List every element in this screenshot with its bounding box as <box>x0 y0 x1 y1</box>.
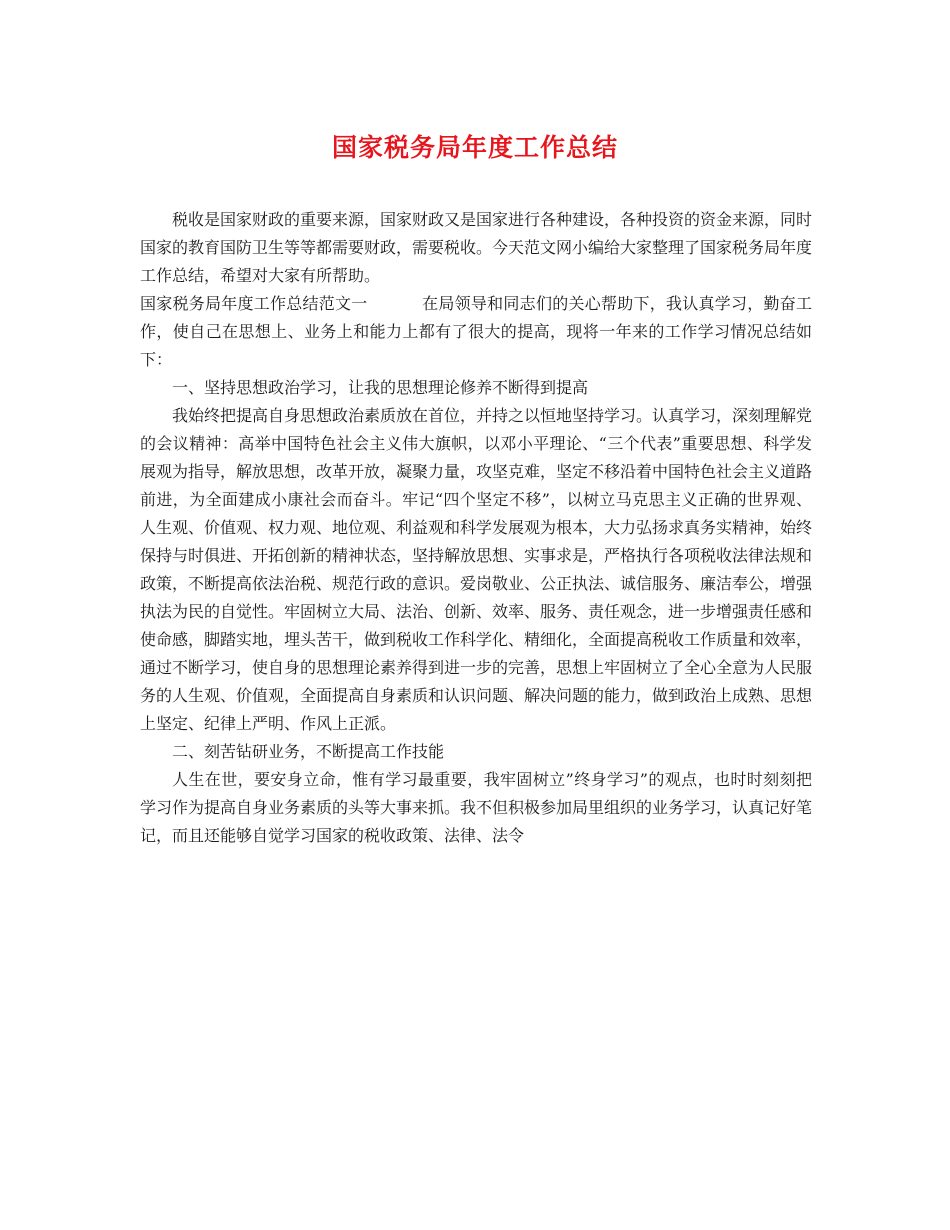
document-title: 国家税务局年度工作总结 <box>331 133 618 162</box>
document-body <box>140 206 812 850</box>
sample-heading: 国家税务局年度工作总结范文一 <box>140 294 368 313</box>
section2-heading: 二、刻苦钻研业务，不断提高工作技能 <box>172 742 445 761</box>
sample-opening: 在局领导和同志们的关心帮助下，我认真学习，勤奋工作，使自己在思想上、业务上和能力上都有了很大的提高，现将一年来的工作学习情况总结如下： <box>140 294 812 369</box>
sample-paragraph <box>140 290 812 374</box>
section1-body: 我始终把提高自身思想政治素质放在首位，并持之以恒地坚持学习。认真学习，深刻理解党的会议精神：高举中国特色社会主义伟大旗帜，以邓小平理论、“三个代表”重要思想、科学发展观为指导，解放思想，改革开放，凝聚力量，攻坚克难，坚定不移沿着中国特色社会主义道路前进，为全面建成小康社会而奋斗。牢记“四个坚定不移”，以树立马克思主义正确的世界观、人生观、价值观、权力观、地位观、利益观和科学发展观为根本，大力弘扬求真务实精神，始终保持与时俱进、开拓创新的精神状态，坚持解放思想、实事求是，严格执行各项税收法律法规和政策，不断提高依法治税、规范行政的意识。爱岗敬业、公正执法、诚信服务、廉洁奉公，增强执法为民的自觉性。牢固树立大局、法治、创新、效率、服务、责任观念，进一步增强责任感和使命感，脚踏实地，埋头苦干，做到税收工作科学化、精细化，全面提高税收工作质量和效率，通过不断学习，使自身的思想理论素养得到进一步的完善，思想上牢固树立了全心全意为人民服务的人生观、价值观，全面提高自身素质和认识问题、解决问题的能力，做到政治上成熟、思想上坚定、纪律上严明、作风上正派。 <box>140 406 813 733</box>
section2-body: 人生在世，要安身立命，惟有学习最重要，我牢固树立”终身学习”的观点，也时时刻刻把学习作为提高自身业务素质的头等大事来抓。我不但积极参加局里组织的业务学习，认真记好笔记，而且还能够自觉学习国家的税收政策、法律、法令 <box>140 770 813 845</box>
section1-heading: 一、坚持思想政治学习，让我的思想理论修养不断得到提高 <box>172 378 589 397</box>
intro-paragraph: 税收是国家财政的重要来源，国家财政又是国家进行各种建设，各种投资的资金来源，同时国家的教育国防卫生等等都需要财政，需要税收。今天范文网小编给大家整理了国家税务局年度工作总结，希望对大家有所帮助。 <box>140 210 813 285</box>
